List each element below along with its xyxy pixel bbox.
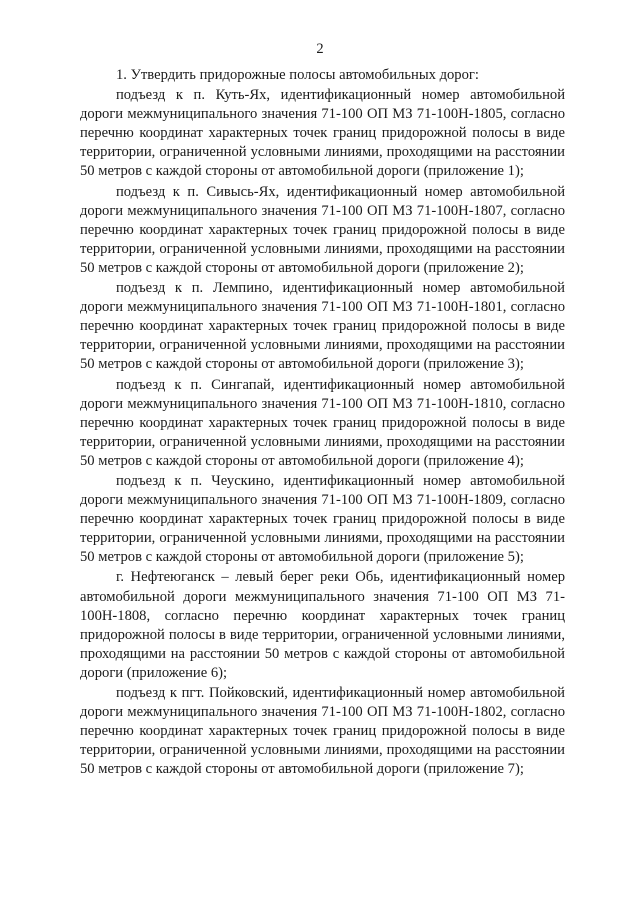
document-body bbox=[80, 66, 565, 779]
paragraph-lempino: подъезд к п. Лемпино, идентификационный номер автомобильной дороги межмуниципального значения 71-100 ОП МЗ 71-100Н-1801, согласно перечню координат характерных точек границ придорожной полосы в виде территории, ограниченной условными линиями, проходящими на расстоянии 50 метров с каждой стороны от автомобильной дороги (приложение 3); bbox=[80, 280, 565, 373]
paragraph-singapai: подъезд к п. Сингапай, идентификационный номер автомобильной дороги межмуниципального значения 71-100 ОП МЗ 71-100Н-1810, согласно перечню координат характерных точек границ придорожной полосы в виде территории, ограниченной условными линиями, проходящими на расстоянии 50 метров с каждой стороны от автомобильной дороги (приложение 4); bbox=[80, 376, 565, 469]
paragraph-kut-yakh: подъезд к п. Куть-Ях, идентификационный номер автомобильной дороги межмуниципального значения 71-100 ОП МЗ 71-100Н-1805, согласно перечню координат характерных точек границ придорожной полосы в виде территории, ограниченной условными линиями, проходящими на расстоянии 50 метров с каждой стороны от автомобильной дороги (приложение 1); bbox=[80, 87, 565, 180]
paragraph-cheuskino: подъезд к п. Чеускино, идентификационный номер автомобильной дороги межмуниципального значения 71-100 ОП МЗ 71-100Н-1809, согласно перечню координат характерных точек границ придорожной полосы в виде территории, ограниченной условными линиями, проходящими на расстоянии 50 метров с каждой стороны от автомобильной дороги (приложение 5); bbox=[80, 472, 565, 566]
paragraph-sivys-yakh: подъезд к п. Сивысь-Ях, идентификационный номер автомобильной дороги межмуниципального значения 71-100 ОП МЗ 71-100Н-1807, согласно перечню координат характерных точек границ придорожной полосы в виде территории, ограниченной условными линиями, проходящими на расстоянии 50 метров с каждой стороны от автомобильной дороги (приложение 2); bbox=[80, 183, 565, 276]
paragraph-poikovsky: подъезд к пгт. Пойковский, идентификационный номер автомобильной дороги межмуниципального значения 71-100 ОП МЗ 71-100Н-1802, согласно перечню координат характерных точек границ придорожной полосы в виде территории, ограниченной условными линиями, проходящими на расстоянии 50 метров с каждой стороны от автомобильной дороги (приложение 7); bbox=[80, 685, 565, 778]
paragraph-nefteyugansk: г. Нефтеюганск – левый берег реки Обь, идентификационный номер автомобильной дороги межмуниципального значения 71-100 ОП МЗ 71-100Н-1808, согласно перечню координат характерных точек границ придорожной полосы в виде территории, ограниченной условными линиями, проходящими на расстоянии 50 метров с каждой стороны от автомобильной дороги (приложение 6); bbox=[80, 569, 565, 681]
page-number: 2 bbox=[316, 41, 324, 57]
clause-heading: 1. Утвердить придорожные полосы автомобильных дорог: bbox=[116, 67, 479, 83]
